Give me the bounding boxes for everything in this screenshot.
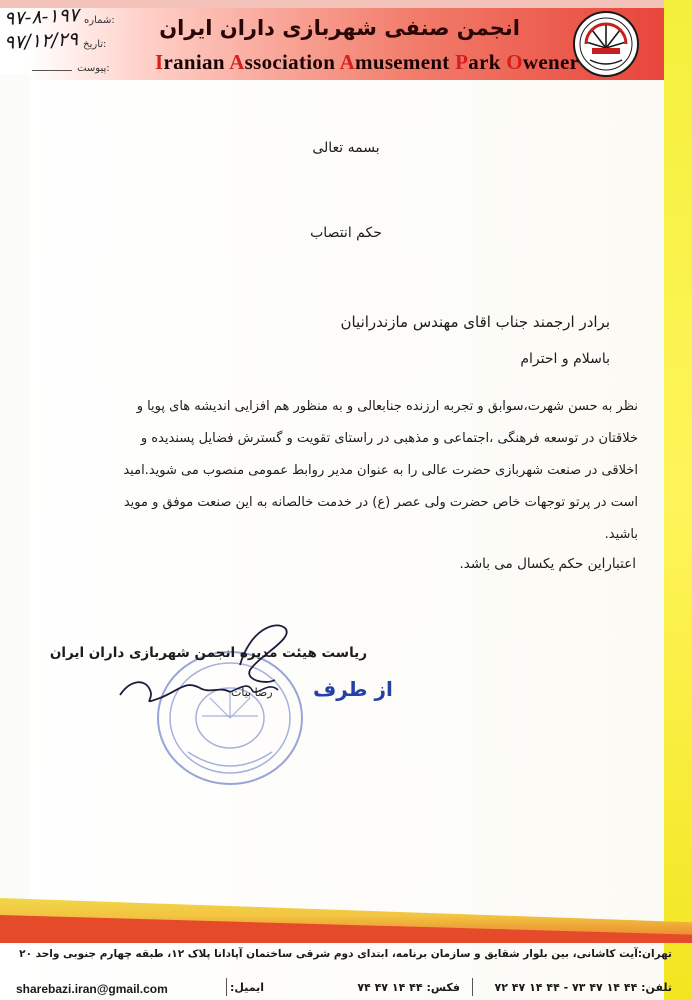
letter-meta-block xyxy=(3,4,115,74)
signer-name: رضا بیات xyxy=(231,686,273,699)
letter-date-label: تاریخ: xyxy=(83,39,107,50)
title-en-part: ssociation xyxy=(244,50,340,74)
phone-values: ۴۴ ۱۴ ۴۷ ۷۳ - ۴۴ ۱۴ ۴۷ ۷۲ xyxy=(494,981,638,994)
validity-note: اعتباراین حکم یکسال می باشد. xyxy=(459,556,636,572)
on-behalf-label: از طرف xyxy=(313,677,393,701)
body-paragraph xyxy=(53,391,638,551)
left-margin xyxy=(0,75,30,915)
letter-date: ۹۷/۱۲/۲۹ xyxy=(3,28,79,54)
association-title-fa: انجمن صنفی شهربازی داران ایران xyxy=(159,16,520,40)
heading-basmala: بسمه تعالی xyxy=(312,140,380,156)
title-en-part: A xyxy=(339,50,356,74)
phone-label: تلفن: xyxy=(641,981,672,994)
fax-value: ۴۴ ۱۴ ۴۷ ۷۴ xyxy=(357,981,423,994)
title-en-part: wener xyxy=(522,50,580,74)
footer-divider xyxy=(226,978,227,996)
title-en-part: I xyxy=(155,50,164,74)
signatory-title: ریاست هیئت مدیره انجمن شهربازی داران ایران xyxy=(49,645,367,661)
association-title-en xyxy=(155,50,579,75)
paragraph-line: است در پرتو توجهات خاص حضرت ولی عصر (ع) در خدمت خالصانه به این صنعت موفق و موید xyxy=(123,495,638,510)
paragraph-line: باشید. xyxy=(604,527,638,542)
letter-date-row xyxy=(4,30,106,52)
title-en-part: A xyxy=(229,50,245,74)
letter-number: ۹۷-۸-۱۹۷ xyxy=(3,4,80,30)
footer-divider xyxy=(472,978,473,996)
footer-email[interactable]: sharebazi.iran@gmail.com xyxy=(16,982,168,996)
greeting: باسلام و احترام xyxy=(520,351,610,367)
title-en-part: ranian xyxy=(163,50,230,74)
paragraph-line: خلاقتان در توسعه فرهنگی ،اجتماعی و مذهبی در راستای تقویت و گسترش فضایل پسندیده و xyxy=(140,431,638,446)
handwritten-signature-icon xyxy=(100,610,330,730)
heading-appointment: حکم انتصاب xyxy=(310,225,382,241)
title-en-part: musement xyxy=(355,50,456,74)
footer-address: تهران:آیت کاشانی، بین بلوار شقایق و سازمان برنامه، ابتدای دوم شرقی ساختمان آپادانا پلاک ۱۲، طبقه چهارم جنوبی واحد ۲۰ xyxy=(19,948,672,960)
footer-fax xyxy=(357,981,460,994)
title-en-part: ark xyxy=(468,50,507,74)
footer-phone xyxy=(495,981,672,994)
letter-attachment-row xyxy=(32,56,110,75)
paragraph-line: نظر به حسن شهرت،سوابق و تجربه ارزنده جنابعالی و به منظور هم افزایی اندیشه های پویا و xyxy=(136,399,638,414)
paragraph-line: اخلاقی در صنعت شهربازی حضرت عالی را به عنوان مدیر روابط عمومی منصوب می شوید.امید xyxy=(123,463,638,478)
title-en-part: O xyxy=(506,50,523,74)
letter-number-row xyxy=(4,6,115,28)
addressee: برادر ارجمند جناب اقای مهندس مازندرانیان xyxy=(340,313,610,331)
title-en-part: P xyxy=(455,50,469,74)
footer-email-label: ایمیل: xyxy=(230,981,264,994)
letter-number-label: شماره: xyxy=(84,15,115,26)
ferris-wheel-logo-icon xyxy=(572,10,640,78)
fax-label: فکس: xyxy=(426,981,460,994)
letter-attachment-label: پیوست: xyxy=(77,63,110,74)
